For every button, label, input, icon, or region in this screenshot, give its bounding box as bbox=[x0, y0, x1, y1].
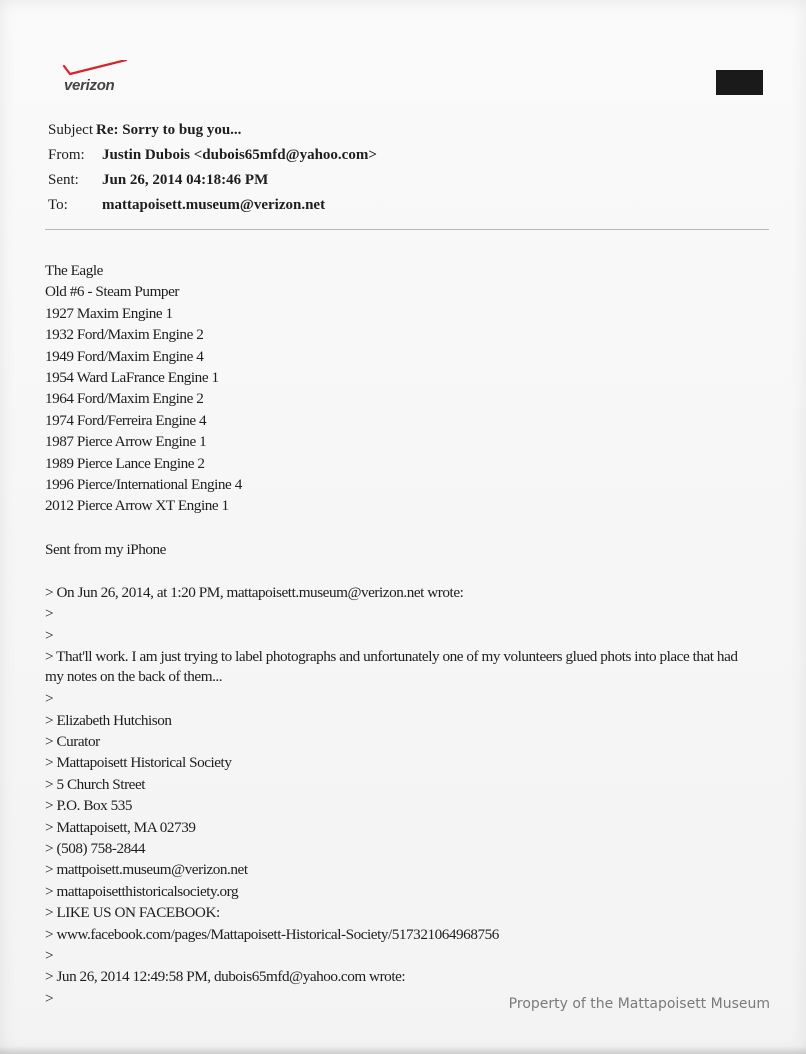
message-line: 1989 Pierce Lance Engine 2 bbox=[45, 454, 205, 472]
message-line: 1949 Ford/Maxim Engine 4 bbox=[45, 347, 204, 365]
message-line: The Eagle bbox=[45, 262, 103, 279]
verizon-wordmark: verizon bbox=[64, 77, 115, 94]
quoted-line: > Curator bbox=[45, 733, 100, 751]
quoted-line: > Elizabeth Hutchison bbox=[45, 711, 172, 729]
redaction-block bbox=[716, 70, 763, 95]
subject-row bbox=[48, 118, 377, 143]
email-body bbox=[45, 260, 745, 1009]
message-line: 1927 Maxim Engine 1 bbox=[45, 304, 173, 322]
blank-line bbox=[45, 560, 745, 582]
quoted-line: > bbox=[45, 605, 54, 623]
message-line: 2012 Pierce Arrow XT Engine 1 bbox=[45, 497, 229, 515]
sent-label: Sent: bbox=[48, 172, 79, 188]
quoted-line: > bbox=[45, 989, 54, 1007]
museum-watermark: Property of the Mattapoisett Museum bbox=[508, 996, 770, 1012]
message-line: Old #6 - Steam Pumper bbox=[45, 283, 179, 301]
quoted-line: > LIKE US ON FACEBOOK: bbox=[45, 904, 220, 922]
message-line: 1964 Ford/Maxim Engine 2 bbox=[45, 390, 204, 408]
to-value: mattapoisett.museum@verizon.net bbox=[102, 197, 326, 213]
message-line: 1987 Pierce Arrow Engine 1 bbox=[45, 433, 207, 451]
quoted-line: > mattapoisetthistoricalsociety.org bbox=[45, 882, 239, 900]
message-line: 1996 Pierce/International Engine 4 bbox=[45, 475, 242, 493]
subject-label: Subject bbox=[48, 122, 93, 138]
quoted-line: > bbox=[45, 946, 54, 964]
quoted-line: > (508) 758-2844 bbox=[45, 839, 146, 857]
message-line: 1932 Ford/Maxim Engine 2 bbox=[45, 326, 204, 344]
signature-line: Sent from my iPhone bbox=[45, 540, 166, 558]
quoted-line: > That'll work. I am just trying to label photographs and unfortunately one of my volunteers glued phots into place that had my notes on the back of them... bbox=[45, 648, 738, 686]
quoted-line: > mattpoisett.museum@verizon.net bbox=[45, 861, 248, 879]
quoted-line: > Mattapoisett, MA 02739 bbox=[45, 818, 196, 836]
to-label: To: bbox=[48, 197, 68, 213]
quoted-line: > 5 Church Street bbox=[45, 775, 146, 793]
message-line: 1974 Ford/Ferreira Engine 4 bbox=[45, 411, 207, 429]
verizon-logo bbox=[60, 60, 140, 100]
quoted-line: > Mattapoisett Historical Society bbox=[45, 754, 232, 772]
from-row bbox=[48, 143, 377, 168]
blank-line bbox=[45, 517, 745, 539]
quoted-line: > bbox=[45, 690, 54, 708]
from-value: Justin Dubois <dubois65mfd@yahoo.com> bbox=[102, 147, 377, 163]
quoted-line: > P.O. Box 535 bbox=[45, 797, 133, 815]
sent-row bbox=[48, 168, 377, 193]
quoted-line: > bbox=[45, 626, 54, 644]
to-row bbox=[48, 193, 377, 218]
message-line: 1954 Ward LaFrance Engine 1 bbox=[45, 368, 219, 386]
subject-value: Re: Sorry to bug you... bbox=[96, 122, 242, 138]
quoted-line: > On Jun 26, 2014, at 1:20 PM, mattapoisett.museum@verizon.net wrote: bbox=[45, 584, 464, 602]
quoted-line: > www.facebook.com/pages/Mattapoisett-Historical-Society/517321064968756 bbox=[45, 925, 499, 943]
sent-value: Jun 26, 2014 04:18:46 PM bbox=[102, 172, 269, 188]
email-header bbox=[48, 118, 377, 218]
header-divider bbox=[45, 229, 769, 230]
from-label: From: bbox=[48, 147, 85, 163]
scan-edge-shadow bbox=[0, 1046, 806, 1054]
quoted-line: > Jun 26, 2014 12:49:58 PM, dubois65mfd@yahoo.com wrote: bbox=[45, 968, 406, 986]
